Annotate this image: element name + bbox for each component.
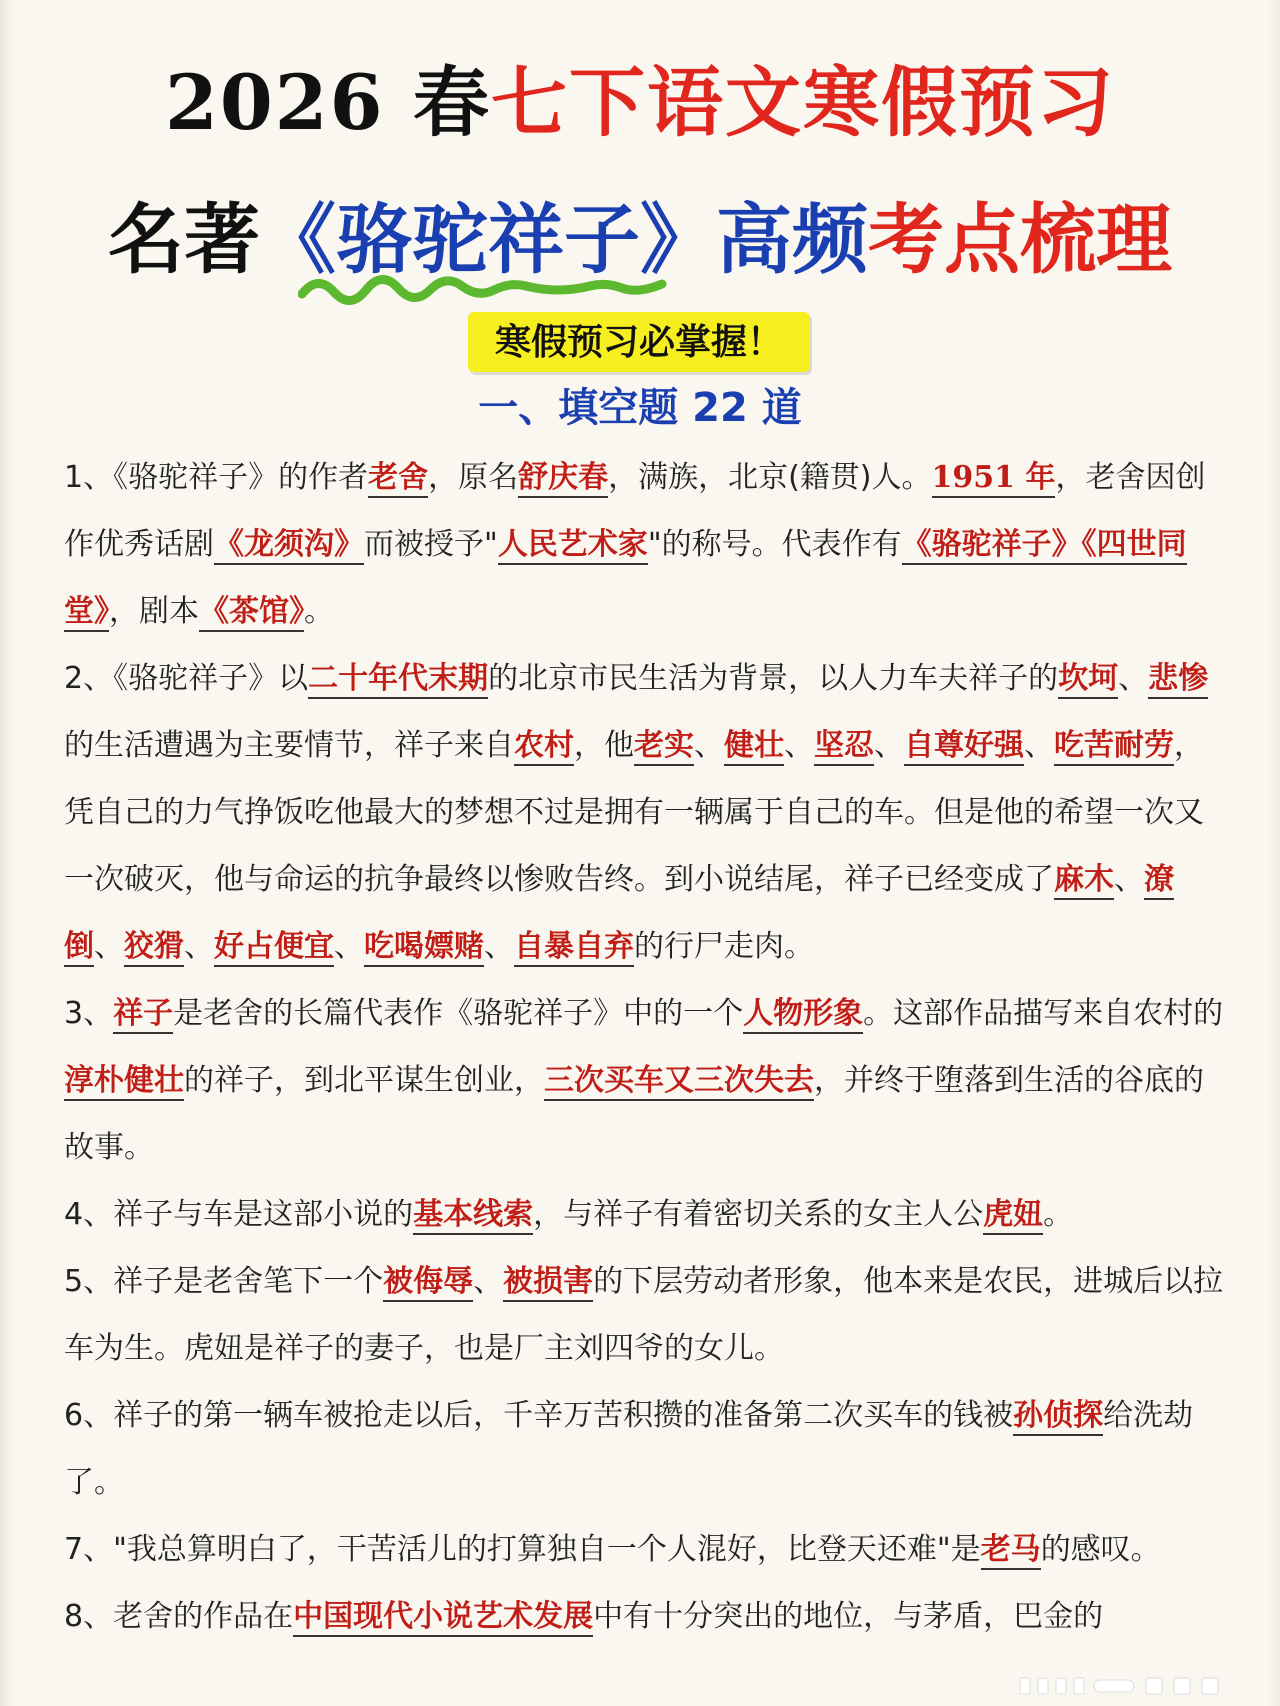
answer-blank: 孙侦探 xyxy=(1013,1398,1103,1436)
question-text: 8、老舍的作品在 xyxy=(64,1599,294,1634)
question-text: 5、祥子是老舍笔下一个 xyxy=(64,1264,384,1299)
answer-blank: 虎妞 xyxy=(983,1197,1043,1235)
answer-blank: 基本线索 xyxy=(413,1197,533,1235)
section-heading: 一、填空题 22 道 xyxy=(478,385,802,431)
question-text: ，他 xyxy=(574,728,634,763)
answer-blank: 1951 年 xyxy=(932,460,1056,498)
question-text: 6、祥子的第一辆车被抢走以后，千辛万苦积攒的准备第二次买车的钱被 xyxy=(64,1398,1014,1433)
subtitle-prefix: 名著 xyxy=(108,195,260,284)
green-squiggle-underline xyxy=(298,268,668,308)
title-year: 2026 春 xyxy=(165,58,491,147)
answer-blank: 吃苦耐劳 xyxy=(1054,728,1174,766)
question-text: ，并终于堕落到生活的谷底的故事。 xyxy=(64,1063,1204,1165)
question-text: 、 xyxy=(484,929,514,964)
question-text: 是老舍的长篇代表作《骆驼祥子》中的一个 xyxy=(173,996,744,1031)
question-item xyxy=(64,1181,1224,1248)
question-text: 而被授予" xyxy=(364,527,498,562)
question-text: 、 xyxy=(694,728,724,763)
answer-blank: 三次买车又三次失去 xyxy=(544,1063,814,1101)
answer-blank: 自暴自弃 xyxy=(514,929,634,967)
subtitle-book: 《骆驼祥子》 xyxy=(260,195,716,284)
title-topic: 七下语文寒假预习 xyxy=(490,58,1115,147)
question-text: 1、《骆驼祥子》的作者 xyxy=(64,460,369,495)
question-text: 7、"我总算明白了，干苦活儿的打算独自一个人混好，比登天还难"是 xyxy=(64,1532,981,1567)
question-text: 的北京市民生活为背景，以人力车夫祥子的 xyxy=(488,661,1059,696)
question-text: ，老舍因创作优秀话剧 xyxy=(64,460,1206,562)
main-title xyxy=(0,58,1280,148)
question-text: 的生活遭遇为主要情节，祥子来自 xyxy=(64,728,514,763)
answer-blank: 《四世同堂》 xyxy=(64,527,1187,632)
answer-blank: 人物形象 xyxy=(743,996,863,1034)
question-text: 。 xyxy=(1043,1197,1074,1232)
question-list xyxy=(64,444,1224,1650)
question-text: 的祥子，到北平谋生创业， xyxy=(184,1063,544,1098)
answer-blank: 二十年代末期 xyxy=(308,661,488,699)
answer-blank: 老实 xyxy=(634,728,694,766)
question-text: ，原名 xyxy=(428,460,519,495)
answer-blank: 悲惨 xyxy=(1148,661,1208,699)
answer-blank: 祥子 xyxy=(113,996,173,1034)
answer-blank: 坎坷 xyxy=(1058,661,1118,699)
answer-blank: 健壮 xyxy=(724,728,784,766)
question-text: 的行尸走肉。 xyxy=(634,929,814,964)
question-text: ，满族，北京(籍贯)人。 xyxy=(608,460,932,495)
answer-blank: 被损害 xyxy=(503,1264,593,1302)
answer-blank: 老舍 xyxy=(368,460,428,498)
answer-blank: 《骆驼祥子》 xyxy=(902,527,1082,565)
answer-blank: 老马 xyxy=(981,1532,1041,1570)
answer-blank: 狡猾 xyxy=(124,929,184,967)
answer-blank: 潦倒 xyxy=(64,862,1174,967)
answer-blank: 《龙须沟》 xyxy=(214,527,364,565)
question-text: 、 xyxy=(1118,661,1149,696)
subtitle-highfreq: 高频 xyxy=(716,195,868,284)
question-item xyxy=(64,1583,1224,1650)
question-text: 给洗劫了。 xyxy=(64,1398,1194,1500)
answer-blank: 舒庆春 xyxy=(518,460,608,498)
watermark-icons xyxy=(1016,1676,1240,1696)
answer-blank: 自尊好强 xyxy=(904,728,1024,766)
question-text: "的称号。代表作有 xyxy=(647,527,902,562)
question-text: 、 xyxy=(473,1264,504,1299)
question-text: 2、《骆驼祥子》以 xyxy=(64,661,309,696)
question-text: ，凭自己的力气挣饭吃他最大的梦想不过是拥有一辆属于自己的车。但是他的希望一次又一次破灭，他与命运的抗争最终以惨败告终。到小说结尾，祥子已经变成了 xyxy=(64,728,1204,897)
answer-blank: 农村 xyxy=(514,728,574,766)
question-item xyxy=(64,980,1224,1181)
question-item xyxy=(64,645,1224,980)
question-text: 、 xyxy=(94,929,124,964)
answer-blank: 被侮辱 xyxy=(383,1264,473,1302)
question-text: 的感叹。 xyxy=(1040,1532,1161,1567)
question-text: 、 xyxy=(184,929,214,964)
question-text: 、 xyxy=(784,728,814,763)
question-item xyxy=(64,1516,1224,1583)
answer-blank: 淳朴健壮 xyxy=(64,1063,184,1101)
question-text: 4、祥子与车是这部小说的 xyxy=(64,1197,414,1232)
answer-blank: 人民艺术家 xyxy=(498,527,648,565)
answer-blank: 吃喝嫖赌 xyxy=(364,929,484,967)
question-text: 。这部作品描写来自农村的 xyxy=(863,996,1224,1031)
answer-blank: 中国现代小说艺术发展 xyxy=(293,1599,593,1637)
answer-blank: 好占便宜 xyxy=(214,929,334,967)
subtitle-points: 考点梳理 xyxy=(868,195,1172,284)
question-text: 、 xyxy=(1024,728,1054,763)
question-item xyxy=(64,444,1224,645)
question-text: 中有十分突出的地位，与茅盾，巴金的 xyxy=(593,1599,1104,1634)
answer-blank: 麻木 xyxy=(1054,862,1114,900)
question-text: 的下层劳动者形象，他本来是农民，进城后以拉车为生。虎妞是祥子的妻子，也是厂主刘四爷的女儿。 xyxy=(64,1264,1224,1366)
question-item xyxy=(64,1248,1224,1382)
question-text: 。 xyxy=(304,594,334,629)
question-text: 、 xyxy=(334,929,364,964)
question-text: 、 xyxy=(874,728,904,763)
must-master-badge: 寒假预习必掌握！ xyxy=(468,312,810,372)
question-item xyxy=(64,1382,1224,1516)
question-text: ，与祥子有着密切关系的女主人公 xyxy=(533,1197,984,1232)
answer-blank: 《茶馆》 xyxy=(199,594,304,632)
answer-blank: 坚忍 xyxy=(814,728,874,766)
question-text: ，剧本 xyxy=(109,594,199,629)
question-text: 、 xyxy=(1114,862,1144,897)
question-text: 3、 xyxy=(64,996,114,1031)
